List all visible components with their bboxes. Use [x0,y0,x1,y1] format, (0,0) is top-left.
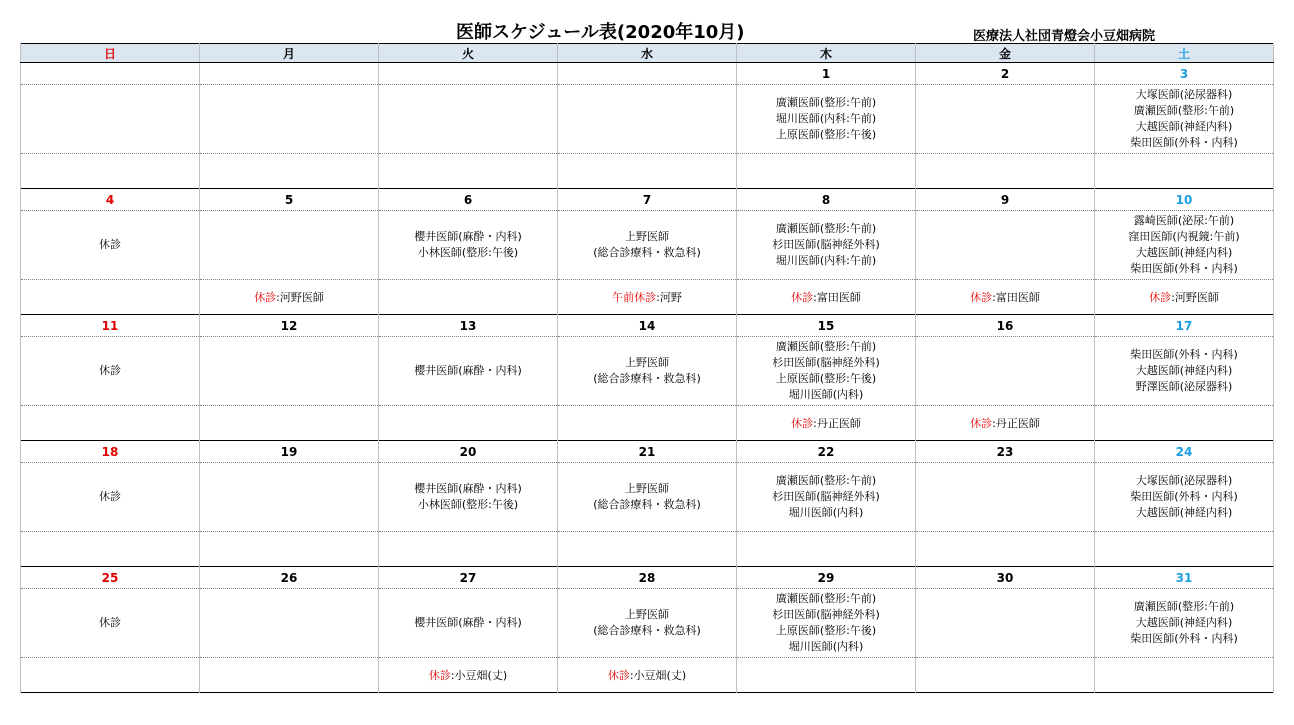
date-cell: 7 [558,189,737,211]
note-cell [200,280,379,315]
date-cell: 5 [200,189,379,211]
closed-doctor: :富田医師 [992,291,1040,304]
closed-doctor: :小豆畑(丈) [450,669,508,682]
doctor-entry: 杉田医師(脳神経外科) [772,238,880,251]
doctors-cell [916,211,1095,280]
doctor-entry: (総合診療科・救急科) [593,246,701,259]
doctors-cell [916,589,1095,658]
note-cell [1095,280,1274,315]
doctor-entry: (総合診療科・救急科) [593,498,701,511]
date-cell: 15 [737,315,916,337]
closed-label: 休診 [791,291,814,304]
doctor-entry: 柴田医師(外科・内科) [1130,632,1238,645]
date-cell: 24 [1095,441,1274,463]
doctors-cell [737,85,916,154]
doctors-cell [200,463,379,532]
date-cell: 9 [916,189,1095,211]
doctor-entry: 大越医師(神経内科) [1135,616,1233,629]
date-cell: 18 [21,441,200,463]
doctor-entry: 野澤医師(泌尿器科) [1135,380,1233,393]
note-cell [379,406,558,441]
note-cell [737,658,916,693]
date-cell: 23 [916,441,1095,463]
date-cell: 29 [737,567,916,589]
doctor-entry: 休診 [99,364,121,377]
weekday-monday: 月 [200,44,379,63]
doctors-cell [558,589,737,658]
note-cell [379,532,558,567]
doctors-cell [1095,85,1274,154]
doctor-entry: 柴田医師(外科・内科) [1130,348,1238,361]
closed-doctor: :富田医師 [813,291,861,304]
week-note-row [21,406,1274,441]
date-cell [200,63,379,85]
doctors-cell [200,85,379,154]
note-cell [916,532,1095,567]
doctor-entry: 大塚医師(泌尿器科) [1135,474,1233,487]
note-cell [558,154,737,189]
closed-label: 休診 [970,291,993,304]
note-cell [21,154,200,189]
doctor-entry: 上原医師(整形:午後) [775,128,877,141]
closed-label: 休診 [428,669,451,682]
doctor-entry: 杉田医師(脳神経外科) [772,490,880,503]
doctor-entry: 上野医師 [625,482,669,495]
doctors-cell [21,211,200,280]
note-cell [737,532,916,567]
note-cell [200,532,379,567]
closed-doctor: :河野 [656,291,682,304]
date-cell: 1 [737,63,916,85]
note-cell [558,406,737,441]
date-cell: 3 [1095,63,1274,85]
doctors-cell [916,337,1095,406]
closed-doctor: :丹正医師 [992,417,1040,430]
closed-doctor: :河野医師 [1171,291,1219,304]
doctor-entry: 大越医師(神経内科) [1135,120,1233,133]
date-cell: 26 [200,567,379,589]
date-cell: 30 [916,567,1095,589]
date-cell: 20 [379,441,558,463]
week-date-row [21,315,1274,337]
doctor-entry: 杉田医師(脳神経外科) [772,608,880,621]
date-cell: 6 [379,189,558,211]
date-cell: 2 [916,63,1095,85]
doctor-entry: 廣瀬医師(整形:午前) [1133,104,1235,117]
date-cell: 27 [379,567,558,589]
doctor-entry: 櫻井医師(麻酔・内科) [414,482,522,495]
page-title: 医師スケジュール表(2020年10月) [456,22,745,43]
closed-doctor: :小豆畑(丈) [629,669,687,682]
doctors-cell [379,463,558,532]
doctors-cell [379,211,558,280]
doctors-cell [737,589,916,658]
doctors-cell [200,337,379,406]
doctor-entry: 杉田医師(脳神経外科) [772,356,880,369]
date-cell: 11 [21,315,200,337]
doctor-entry: 柴田医師(外科・内科) [1130,136,1238,149]
doctor-entry: 廣瀬医師(整形:午前) [775,96,877,109]
date-cell: 19 [200,441,379,463]
date-cell [379,63,558,85]
date-cell [21,63,200,85]
note-cell [1095,658,1274,693]
doctor-entry: 休診 [99,616,121,629]
doctor-entry: 堀川医師(内科) [788,506,864,519]
doctor-entry: 堀川医師(内科:午前) [775,112,877,125]
note-cell [21,532,200,567]
date-cell: 17 [1095,315,1274,337]
doctors-cell [1095,463,1274,532]
week-date-row [21,63,1274,85]
week-note-row [21,154,1274,189]
closed-label: 休診 [254,291,277,304]
note-cell [200,658,379,693]
doctors-cell [558,463,737,532]
doctor-entry: 大越医師(神経内科) [1135,246,1233,259]
note-cell [200,154,379,189]
doctors-cell [558,85,737,154]
week-doctors-row [21,589,1274,658]
doctor-entry: 廣瀬医師(整形:午前) [775,592,877,605]
weekday-wednesday: 水 [558,44,737,63]
doctor-entry: 大塚医師(泌尿器科) [1135,88,1233,101]
doctors-cell [1095,589,1274,658]
doctor-entry: 廣瀬医師(整形:午前) [1133,600,1235,613]
note-cell [1095,154,1274,189]
organization-name: 医療法人社団青燈会小豆畑病院 [973,29,1156,44]
date-cell: 10 [1095,189,1274,211]
note-cell [21,280,200,315]
note-cell [558,532,737,567]
doctor-entry: 窪田医師(内視鏡:午前) [1128,230,1240,243]
note-cell [737,154,916,189]
week-note-row [21,532,1274,567]
doctor-entry: 休診 [99,238,121,251]
note-cell [379,280,558,315]
doctor-entry: 堀川医師(内科) [788,388,864,401]
note-cell [379,154,558,189]
week-date-row [21,567,1274,589]
doctor-entry: 廣瀬医師(整形:午前) [775,222,877,235]
note-cell [916,280,1095,315]
note-cell [737,406,916,441]
doctors-cell [379,337,558,406]
doctor-entry: 休診 [99,490,121,503]
closed-label: 休診 [791,417,814,430]
closed-label: 休診 [607,669,630,682]
note-cell [1095,532,1274,567]
closed-doctor: :丹正医師 [813,417,861,430]
doctor-entry: 上原医師(整形:午後) [775,624,877,637]
note-cell [21,658,200,693]
schedule-body [21,63,1274,693]
closed-label: 休診 [1149,291,1172,304]
date-cell: 14 [558,315,737,337]
date-cell: 22 [737,441,916,463]
note-cell [1095,406,1274,441]
week-note-row [21,280,1274,315]
note-cell [916,658,1095,693]
doctor-entry: 露崎医師(泌尿:午前) [1133,214,1235,227]
doctors-cell [558,211,737,280]
week-date-row [21,441,1274,463]
doctor-entry: 櫻井医師(麻酔・内科) [414,230,522,243]
week-date-row [21,189,1274,211]
doctors-cell [379,85,558,154]
note-cell [21,406,200,441]
doctor-entry: 廣瀬医師(整形:午前) [775,474,877,487]
doctors-cell [916,85,1095,154]
closed-doctor: :河野医師 [276,291,324,304]
weekday-sunday: 日 [21,44,200,63]
doctor-entry: (総合診療科・救急科) [593,372,701,385]
date-cell: 25 [21,567,200,589]
doctors-cell [200,589,379,658]
note-cell [558,658,737,693]
doctors-cell [916,463,1095,532]
doctors-cell [21,463,200,532]
doctor-entry: 柴田医師(外科・内科) [1130,262,1238,275]
note-cell [916,154,1095,189]
schedule-table [20,43,1274,693]
doctors-cell [1095,337,1274,406]
doctor-entry: 櫻井医師(麻酔・内科) [414,616,522,629]
doctors-cell [737,211,916,280]
date-cell: 16 [916,315,1095,337]
doctors-cell [21,589,200,658]
doctors-cell [379,589,558,658]
note-cell [379,658,558,693]
doctor-entry: 小林医師(整形:午後) [417,246,519,259]
doctors-cell [200,211,379,280]
week-doctors-row [21,211,1274,280]
date-cell: 12 [200,315,379,337]
date-cell: 31 [1095,567,1274,589]
doctors-cell [737,463,916,532]
weekday-header-row [21,44,1274,63]
doctors-cell [1095,211,1274,280]
closed-label: 休診 [970,417,993,430]
closed-label: 午前休診 [612,291,657,304]
doctor-entry: 小林医師(整形:午後) [417,498,519,511]
date-cell: 21 [558,441,737,463]
weekday-tuesday: 火 [379,44,558,63]
week-note-row [21,658,1274,693]
doctor-entry: 上原医師(整形:午後) [775,372,877,385]
doctor-entry: 堀川医師(内科:午前) [775,254,877,267]
doctor-entry: 大越医師(神経内科) [1135,506,1233,519]
weekday-friday: 金 [916,44,1095,63]
doctor-entry: 上野医師 [625,356,669,369]
note-cell [200,406,379,441]
doctor-entry: 大越医師(神経内科) [1135,364,1233,377]
date-cell [558,63,737,85]
weekday-thursday: 木 [737,44,916,63]
week-doctors-row [21,463,1274,532]
weekday-saturday: 土 [1095,44,1274,63]
doctors-cell [21,337,200,406]
doctors-cell [21,85,200,154]
date-cell: 13 [379,315,558,337]
doctor-entry: 上野医師 [625,608,669,621]
doctor-entry: 堀川医師(内科) [788,640,864,653]
doctor-entry: 櫻井医師(麻酔・内科) [414,364,522,377]
note-cell [558,280,737,315]
doctor-entry: (総合診療科・救急科) [593,624,701,637]
date-cell: 8 [737,189,916,211]
date-cell: 28 [558,567,737,589]
doctor-entry: 柴田医師(外科・内科) [1130,490,1238,503]
doctor-entry: 廣瀬医師(整形:午前) [775,340,877,353]
note-cell [916,406,1095,441]
doctors-cell [558,337,737,406]
week-doctors-row [21,85,1274,154]
week-doctors-row [21,337,1274,406]
doctors-cell [737,337,916,406]
doctor-entry: 上野医師 [625,230,669,243]
date-cell: 4 [21,189,200,211]
note-cell [737,280,916,315]
